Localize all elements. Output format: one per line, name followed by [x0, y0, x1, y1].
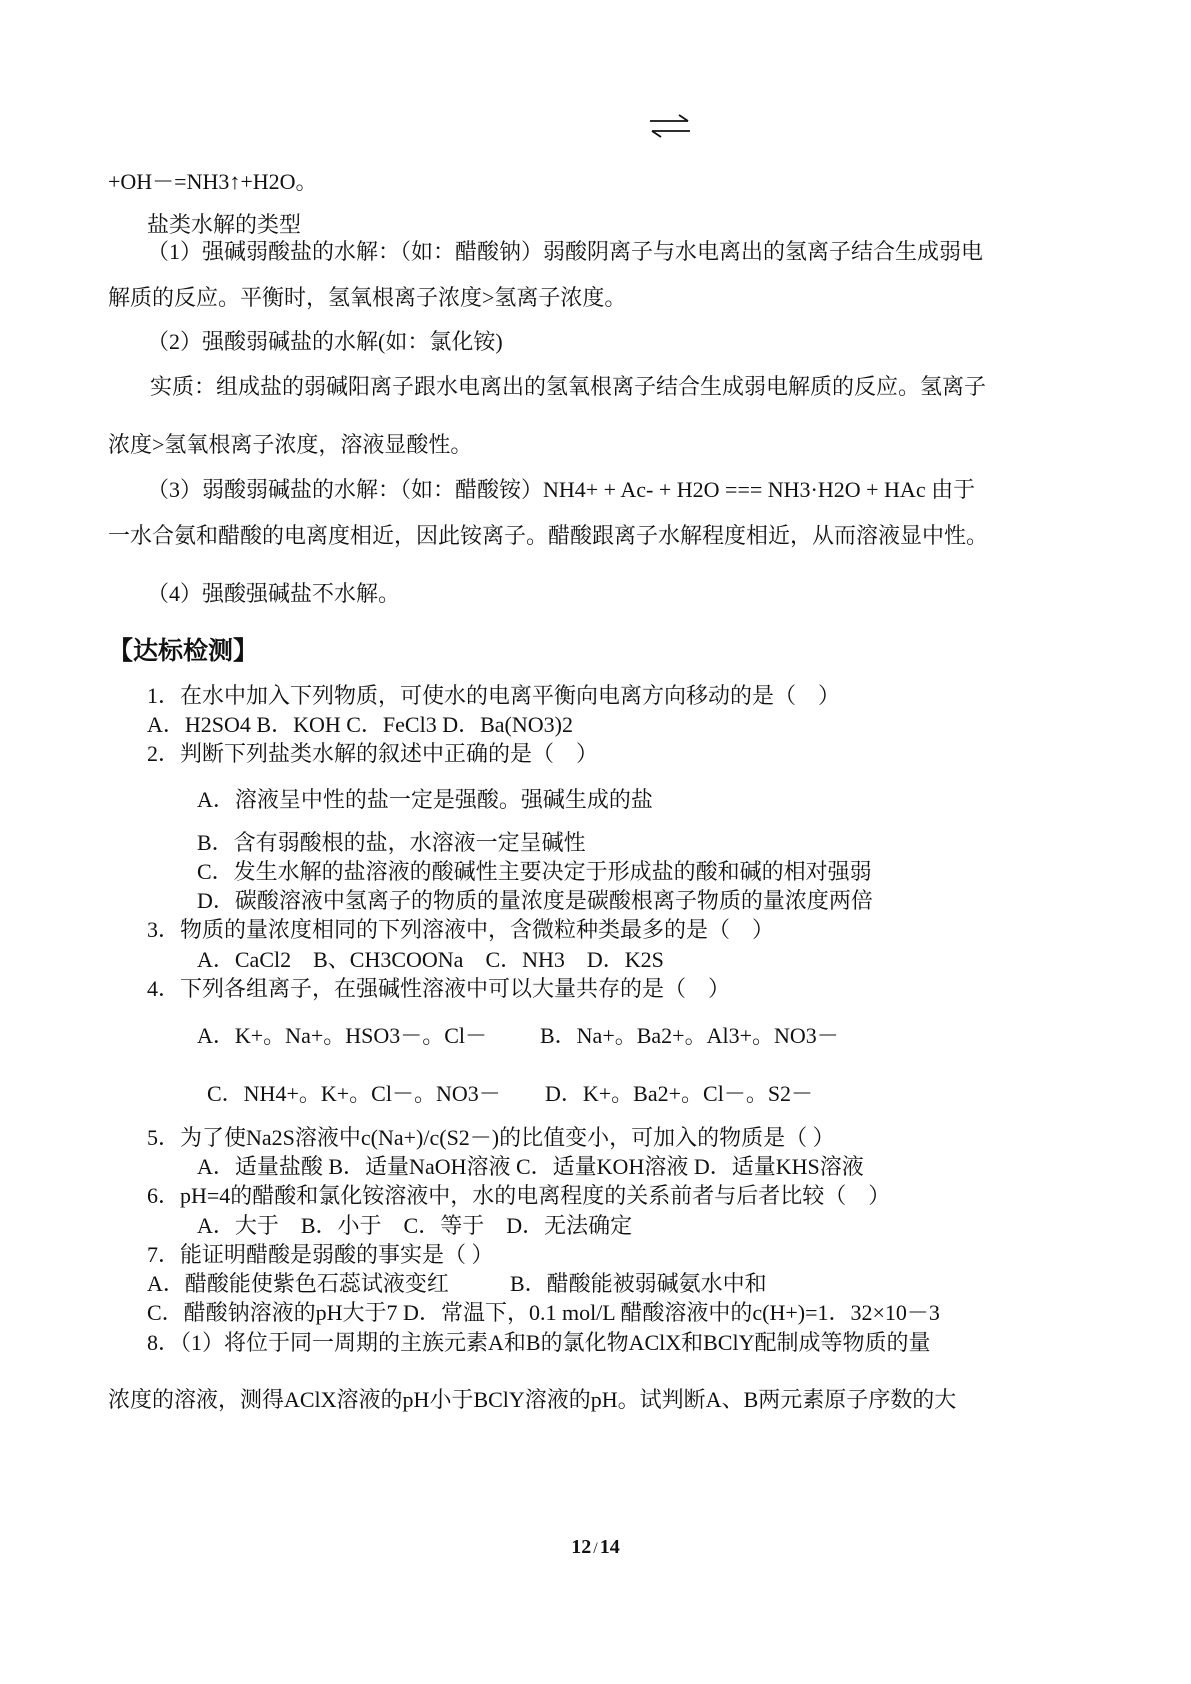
quiz-heading: 【达标检测】 [108, 636, 259, 665]
question-5-options: A．适量盐酸 B．适量NaOH溶液 C．适量KOH溶液 D．适量KHS溶液 [197, 1154, 864, 1179]
question-3-stem: 3．物质的量浓度相同的下列溶液中，含微粒种类最多的是（ ） [147, 917, 775, 942]
continuation-equation: +OH－=NH3↑+H2O。 [108, 169, 318, 194]
question-8-continuation: 浓度的溶液，测得AClX溶液的pH小于BClY溶液的pH。试判断A、B两元素原子序数的大 [108, 1387, 957, 1412]
question-3-options: A．CaCl2 B、CH3COONa C．NH3 D．K2S [197, 947, 664, 972]
question-5-stem: 5．为了使Na2S溶液中c(Na+)/c(S2－)的比值变小，可加入的物质是（ ） [147, 1125, 835, 1150]
type-3-line-2: 一水合氨和醋酸的电离度相近，因此铵离子。醋酸跟离子水解程度相近，从而溶液显中性。 [108, 523, 989, 548]
equilibrium-arrow-icon [648, 112, 692, 140]
question-4-option-b: B．Na+。Ba2+。Al3+。NO3－ [540, 1023, 839, 1048]
question-7-stem: 7．能证明醋酸是弱酸的事实是（ ） [147, 1242, 494, 1267]
question-2-option-d: D．碳酸溶液中氢离子的物质的量浓度是碳酸根离子物质的量浓度两倍 [197, 888, 873, 913]
question-4-option-a: A．K+。Na+。HSO3－。Cl－ [197, 1023, 488, 1048]
section-title: 盐类水解的类型 [147, 212, 302, 237]
question-7-option-b: B．醋酸能被弱碱氨水中和 [510, 1271, 767, 1296]
page-number [0, 1536, 1191, 1559]
question-7-option-cd: C．醋酸钠溶液的pH大于7 D．常温下，0.1 mol/L 醋酸溶液中的c(H+)=1．32×10－3 [147, 1300, 940, 1325]
type-4-line-1: （4）强酸强碱盐不水解。 [147, 581, 401, 606]
question-2-stem: 2．判断下列盐类水解的叙述中正确的是（ ） [147, 741, 599, 766]
question-1-stem: 1．在水中加入下列物质，可使水的电离平衡向电离方向移动的是（ ） [147, 683, 841, 708]
question-2-option-b: B．含有弱酸根的盐，水溶液一定呈碱性 [197, 830, 586, 855]
type-3-line-1: （3）弱酸弱碱盐的水解：（如：醋酸铵）NH4+ + Ac- + H2O === NH3·H2O + HAc 由于 [147, 477, 976, 502]
question-4-option-d: D．K+。Ba2+。Cl－。S2－ [545, 1081, 814, 1106]
type-2-line-1: （2）强酸弱碱盐的水解(如：氯化铵) [147, 329, 503, 354]
current-page: 12 [571, 1536, 592, 1558]
question-7-option-a: A．醋酸能使紫色石蕊试液变红 [147, 1271, 449, 1296]
question-2-option-c: C．发生水解的盐溶液的酸碱性主要决定于形成盐的酸和碱的相对强弱 [197, 859, 872, 884]
type-2-line-2: 实质：组成盐的弱碱阳离子跟水电离出的氢氧根离子结合生成弱电解质的反应。氢离子 [150, 374, 987, 399]
type-2-line-3: 浓度>氢氧根离子浓度，溶液显酸性。 [108, 432, 473, 457]
question-2-option-a: A．溶液呈中性的盐一定是强酸。强碱生成的盐 [197, 787, 653, 812]
page-separator: / [593, 1540, 598, 1557]
type-1-line-2: 解质的反应。平衡时，氢氧根离子浓度>氢离子浓度。 [108, 285, 627, 310]
question-4-stem: 4．下列各组离子，在强碱性溶液中可以大量共存的是（ ） [147, 976, 731, 1001]
total-pages: 14 [599, 1536, 620, 1558]
type-1-line-1: （1）强碱弱酸盐的水解：（如：醋酸钠）弱酸阴离子与水电离出的氢离子结合生成弱电 [147, 239, 984, 264]
question-6-stem: 6．pH=4的醋酸和氯化铵溶液中，水的电离程度的关系前者与后者比较（ ） [147, 1183, 891, 1208]
question-1-options: A．H2SO4 B．KOH C．FeCl3 D．Ba(NO3)2 [147, 712, 573, 737]
question-6-options: A．大于 B．小于 C．等于 D．无法确定 [197, 1213, 633, 1238]
question-8-stem: 8．（1）将位于同一周期的主族元素A和B的氯化物AClX和BClY配制成等物质的量 [147, 1330, 931, 1355]
question-4-option-c: C．NH4+。K+。Cl－。NO3－ [207, 1081, 501, 1106]
